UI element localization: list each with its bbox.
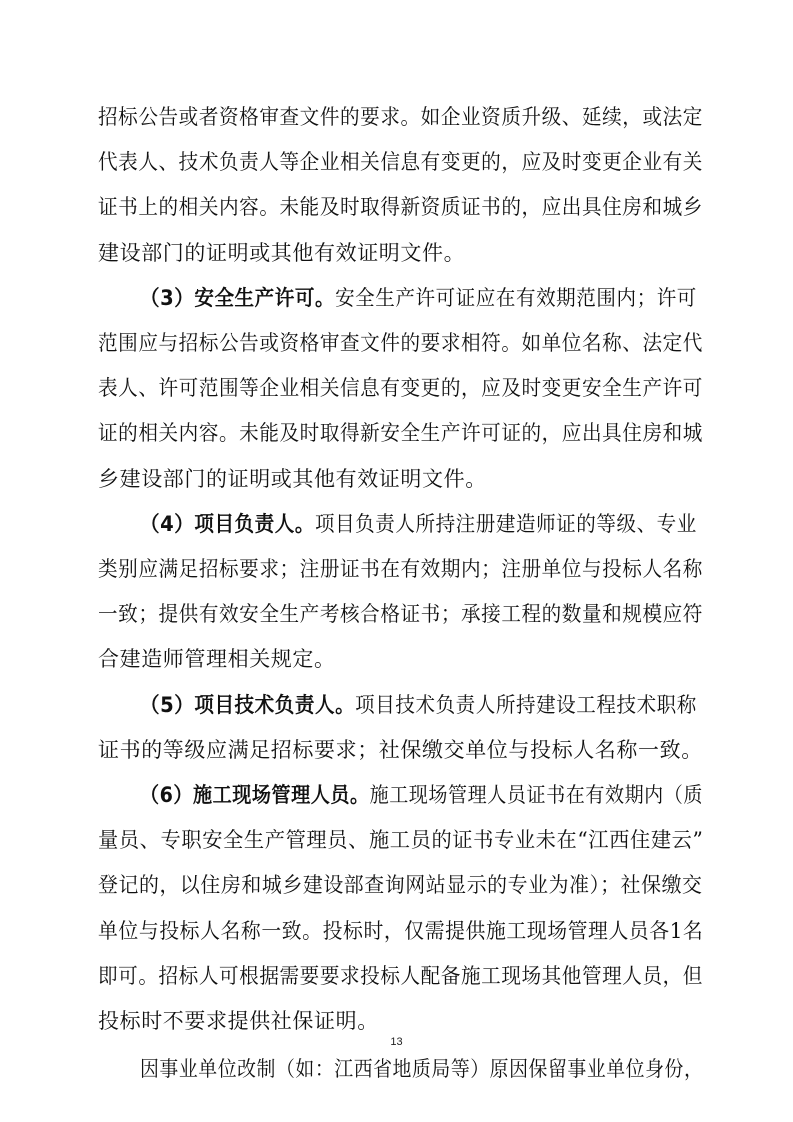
text-line [98,187,703,227]
section-heading-line [140,504,703,544]
line-text: 项目技术负责人所持建设工程技术职称 [355,693,697,717]
line-text: 证书的等级应满足招标要求；社保缴交单位与投标人名称一致。 [98,738,703,762]
text-line [98,549,703,589]
text-line [98,911,704,951]
section-heading: （6）施工现场管理人员。 [140,783,370,807]
text-line [98,413,703,453]
text-line [98,233,703,273]
line-text: 建设部门的证明或其他有效证明文件。 [98,241,466,265]
line-text: 表人、许可范围等企业相关信息有变更的，应及时变更安全生产许可 [98,376,703,400]
text-line [98,639,703,679]
text-line [98,368,703,408]
line-text: 因事业单位改制（如：江西省地质局等）原因保留事业单位身份， [140,1057,704,1081]
line-text: 范围应与招标公告或资格审查文件的要求相符。如单位名称、法定代 [98,331,703,355]
text-line [98,820,704,860]
line-text: 项目负责人所持注册建造师证的等级、专业 [314,512,697,536]
line-text: 合建造师管理相关规定。 [98,647,336,671]
page-number: 13 [390,1036,403,1048]
text-line [98,956,703,996]
text-line [98,142,703,182]
line-text: 证的相关内容。未能及时取得新安全生产许可证的，应出具住房和城 [98,421,703,445]
line-text: 一致；提供有效安全生产考核合格证书；承接工程的数量和规模应符 [98,602,703,626]
line-text: 量员、专职安全生产管理员、施工员的证书专业未在“江西住建云” [98,828,704,852]
section-heading-line [140,775,704,815]
section-heading: （5）项目技术负责人。 [140,693,356,717]
text-line [140,1049,704,1089]
section-heading-line [140,278,703,318]
line-text: 登记的，以住房和城乡建设部查询网站显示的专业为准）；社保缴交 [98,873,703,897]
text-line [98,594,703,634]
text-line [98,1001,703,1041]
line-text: 代表人、技术负责人等企业相关信息有变更的，应及时变更企业有关 [98,150,703,174]
section-heading: （3）安全生产许可。 [140,286,336,310]
text-line [98,459,703,499]
section-heading: （4）项目负责人。 [140,512,315,536]
section-heading-line [140,685,703,725]
line-text: 乡建设部门的证明或其他有效证明文件。 [98,467,487,491]
line-text: 投标时不要求提供社保证明。 [98,1009,379,1033]
line-text: 单位与投标人名称一致。投标时，仅需提供施工现场管理人员各1名 [98,919,704,943]
line-text: 即可。招标人可根据需要要求投标人配备施工现场其他管理人员，但 [98,964,703,988]
text-line [98,730,703,770]
line-text: 施工现场管理人员证书在有效期内（质 [369,783,704,807]
text-line [98,323,703,363]
line-text: 类别应满足招标要求；注册证书在有效期内；注册单位与投标人名称 [98,557,703,581]
text-line [98,865,703,905]
line-text: 安全生产许可证应在有效期范围内；许可 [335,286,697,310]
line-text: 证书上的相关内容。未能及时取得新资质证书的，应出具住房和城乡 [98,195,703,219]
line-text: 招标公告或者资格审查文件的要求。如企业资质升级、延续，或法定 [98,105,703,129]
text-line [98,97,703,137]
